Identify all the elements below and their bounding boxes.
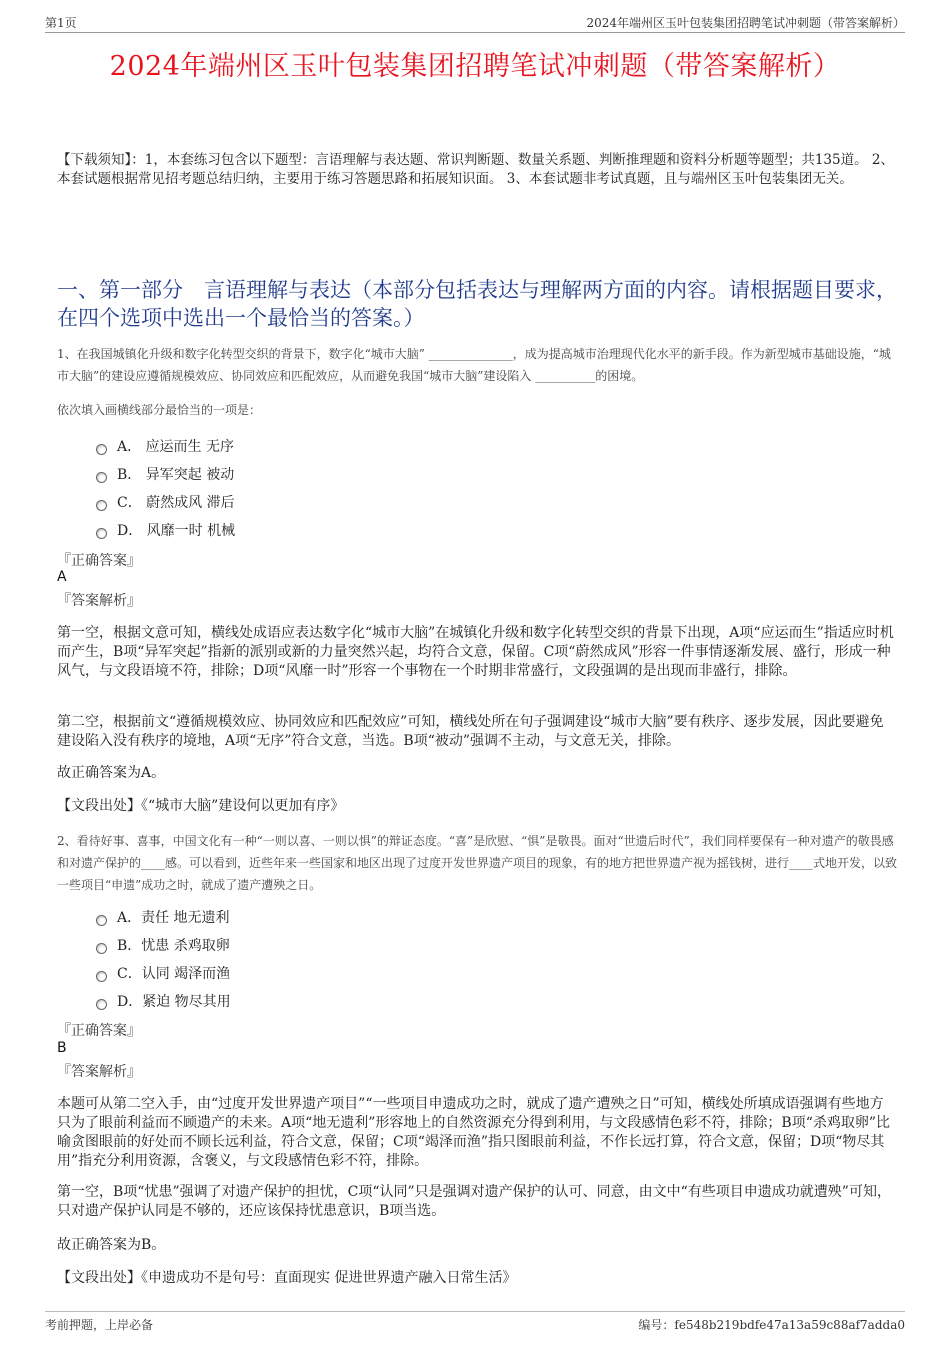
footer-doc-id: 编号：fe548b219bdfe47a13a59c88af7adda0	[638, 1318, 905, 1332]
header-doc-title: 2024年端州区玉叶包装集团招聘笔试冲刺题（带答案解析）	[586, 16, 905, 30]
correct-answer-label: 『正确答案』	[57, 553, 141, 569]
radio-icon[interactable]	[96, 943, 107, 954]
radio-icon[interactable]	[96, 500, 107, 511]
option-b[interactable]: B． 异军突起 被动	[96, 460, 235, 488]
download-notice: 【下载须知】：1，本套练习包含以下题型：言语理解与表达题、常识判断题、数量关系题、判断推理题和资料分析题等题型；共135道。 2、本套试题根据常见招考题总结归纳，主要用于练习答题思路和拓展知识面。 3、本套试题非考试真题，且与端州区玉叶包装集团无关。	[57, 152, 894, 187]
option-b[interactable]: B．忧患 杀鸡取卵	[96, 931, 231, 959]
page-number: 第1页	[45, 16, 77, 30]
page-header	[45, 14, 905, 33]
option-c[interactable]: C．认同 竭泽而渔	[96, 959, 231, 987]
radio-icon[interactable]	[96, 528, 107, 539]
analysis-label: 『答案解析』	[57, 593, 141, 609]
question-1-options	[96, 432, 235, 544]
analysis-paragraph: 第一空，B项“忧患”强调了对遗产保护的担忧，C项“认同”只是强调对遗产保护的认可、同意，由文中“有些项目申遗成功就遭殃”可知，只对遗产保护认同是不够的，还应该保持忧患意识，B项当选。	[57, 1184, 891, 1219]
footer-divider	[45, 1311, 905, 1312]
option-c[interactable]: C． 蔚然成风 滞后	[96, 488, 235, 516]
analysis-paragraph: 第二空，根据前文“遵循规模效应、协同效应和匹配效应”可知，横线处所在句子强调建设“城市大脑”要有秩序、逐步发展，因此要避免建设陷入没有秩序的境地，A项“无序”符合文意，当选。B项“被动”强调不主动，与文意无关，排除。	[57, 714, 884, 749]
analysis-paragraph: 第一空，根据文意可知，横线处成语应表达数字化“城市大脑”在城镇化升级和数字化转型交织的背景下出现，A项“应运而生”指适应时机而产生，B项“异军突起”指新的派别或新的力量突然兴起，均符合文意，保留。C项“蔚然成风”形容一件事情逐渐发展、盛行，形成一种风气，与文段语境不符，排除；D项“风靡一时”形容一个事物在一个时期非常盛行，文段强调的是出现而非盛行，排除。	[57, 625, 894, 679]
document-title: 2024年端州区玉叶包装集团招聘笔试冲刺题（带答案解析）	[109, 51, 841, 82]
radio-icon[interactable]	[96, 472, 107, 483]
question-1-instruction: 依次填入画横线部分最恰当的一项是：	[57, 403, 262, 417]
question-1-stem: 1、在我国城镇化升级和数字化转型交织的背景下，数字化“城市大脑” ______________，成为提高城市治理现代化水平的新手段。作为新型城市基础设施，“城市大脑”的建设应遵循规模效应、协同效应和匹配效应，从而避免我国“城市大脑”建设陷入 __________的困境。	[57, 347, 891, 383]
question-2-stem: 2、看待好事、喜事，中国文化有一种“一则以喜、一则以惧”的辩证态度。“喜”是欣慰、“惧”是敬畏。面对“世遗后时代”，我们同样要保有一种对遗产的敬畏感和对遗产保护的____感。可以看到，近些年来一些国家和地区出现了过度开发世界遗产项目的现象，有的地方把世界遗产视为摇钱树，进行____式地开发，以致一些项目“申遗”成功之时，就成了遗产遭殃之日。	[57, 834, 898, 892]
option-a[interactable]: A． 应运而生 无序	[96, 432, 235, 460]
question-2-options	[96, 903, 231, 1015]
analysis-conclusion: 故正确答案为B。	[57, 1237, 166, 1253]
analysis-conclusion: 故正确答案为A。	[57, 765, 166, 781]
radio-icon[interactable]	[96, 971, 107, 982]
section-heading: 一、第一部分 言语理解与表达（本部分包括表达与理解两方面的内容。请根据题目要求，在四个选项中选出一个最恰当的答案。）	[57, 278, 897, 330]
radio-icon[interactable]	[96, 444, 107, 455]
option-a[interactable]: A．责任 地无遗利	[96, 903, 231, 931]
option-d[interactable]: D．紧迫 物尽其用	[96, 987, 231, 1015]
footer-slogan: 考前押题，上岸必备	[45, 1318, 154, 1332]
correct-answer-value: B	[57, 1040, 67, 1056]
radio-icon[interactable]	[96, 915, 107, 926]
radio-icon[interactable]	[96, 999, 107, 1010]
source-citation: 【文段出处】《“城市大脑”建设何以更加有序》	[57, 798, 345, 814]
analysis-label: 『答案解析』	[57, 1064, 141, 1080]
correct-answer-label: 『正确答案』	[57, 1023, 141, 1039]
option-d[interactable]: D． 风靡一时 机械	[96, 516, 235, 544]
analysis-paragraph: 本题可从第二空入手，由“过度开发世界遗产项目”“一些项目申遗成功之时，就成了遗产遭殃之日”可知，横线处所填成语强调有些地方只为了眼前利益而不顾遗产的未来。A项“地无遗利”形容地上的自然资源充分得到利用，与文段感情色彩不符，排除；B项“杀鸡取卵”比喻贪图眼前的好处而不顾长远利益，符合文意，保留；C项“竭泽而渔”指只图眼前利益，不作长远打算，符合文意，保留；D项“物尽其用”指充分利用资源，含褒义，与文段感情色彩不符，排除。	[57, 1096, 891, 1169]
source-citation: 【文段出处】《申遗成功不是句号：直面现实 促进世界遗产融入日常生活》	[57, 1270, 517, 1286]
correct-answer-value: A	[57, 569, 67, 585]
